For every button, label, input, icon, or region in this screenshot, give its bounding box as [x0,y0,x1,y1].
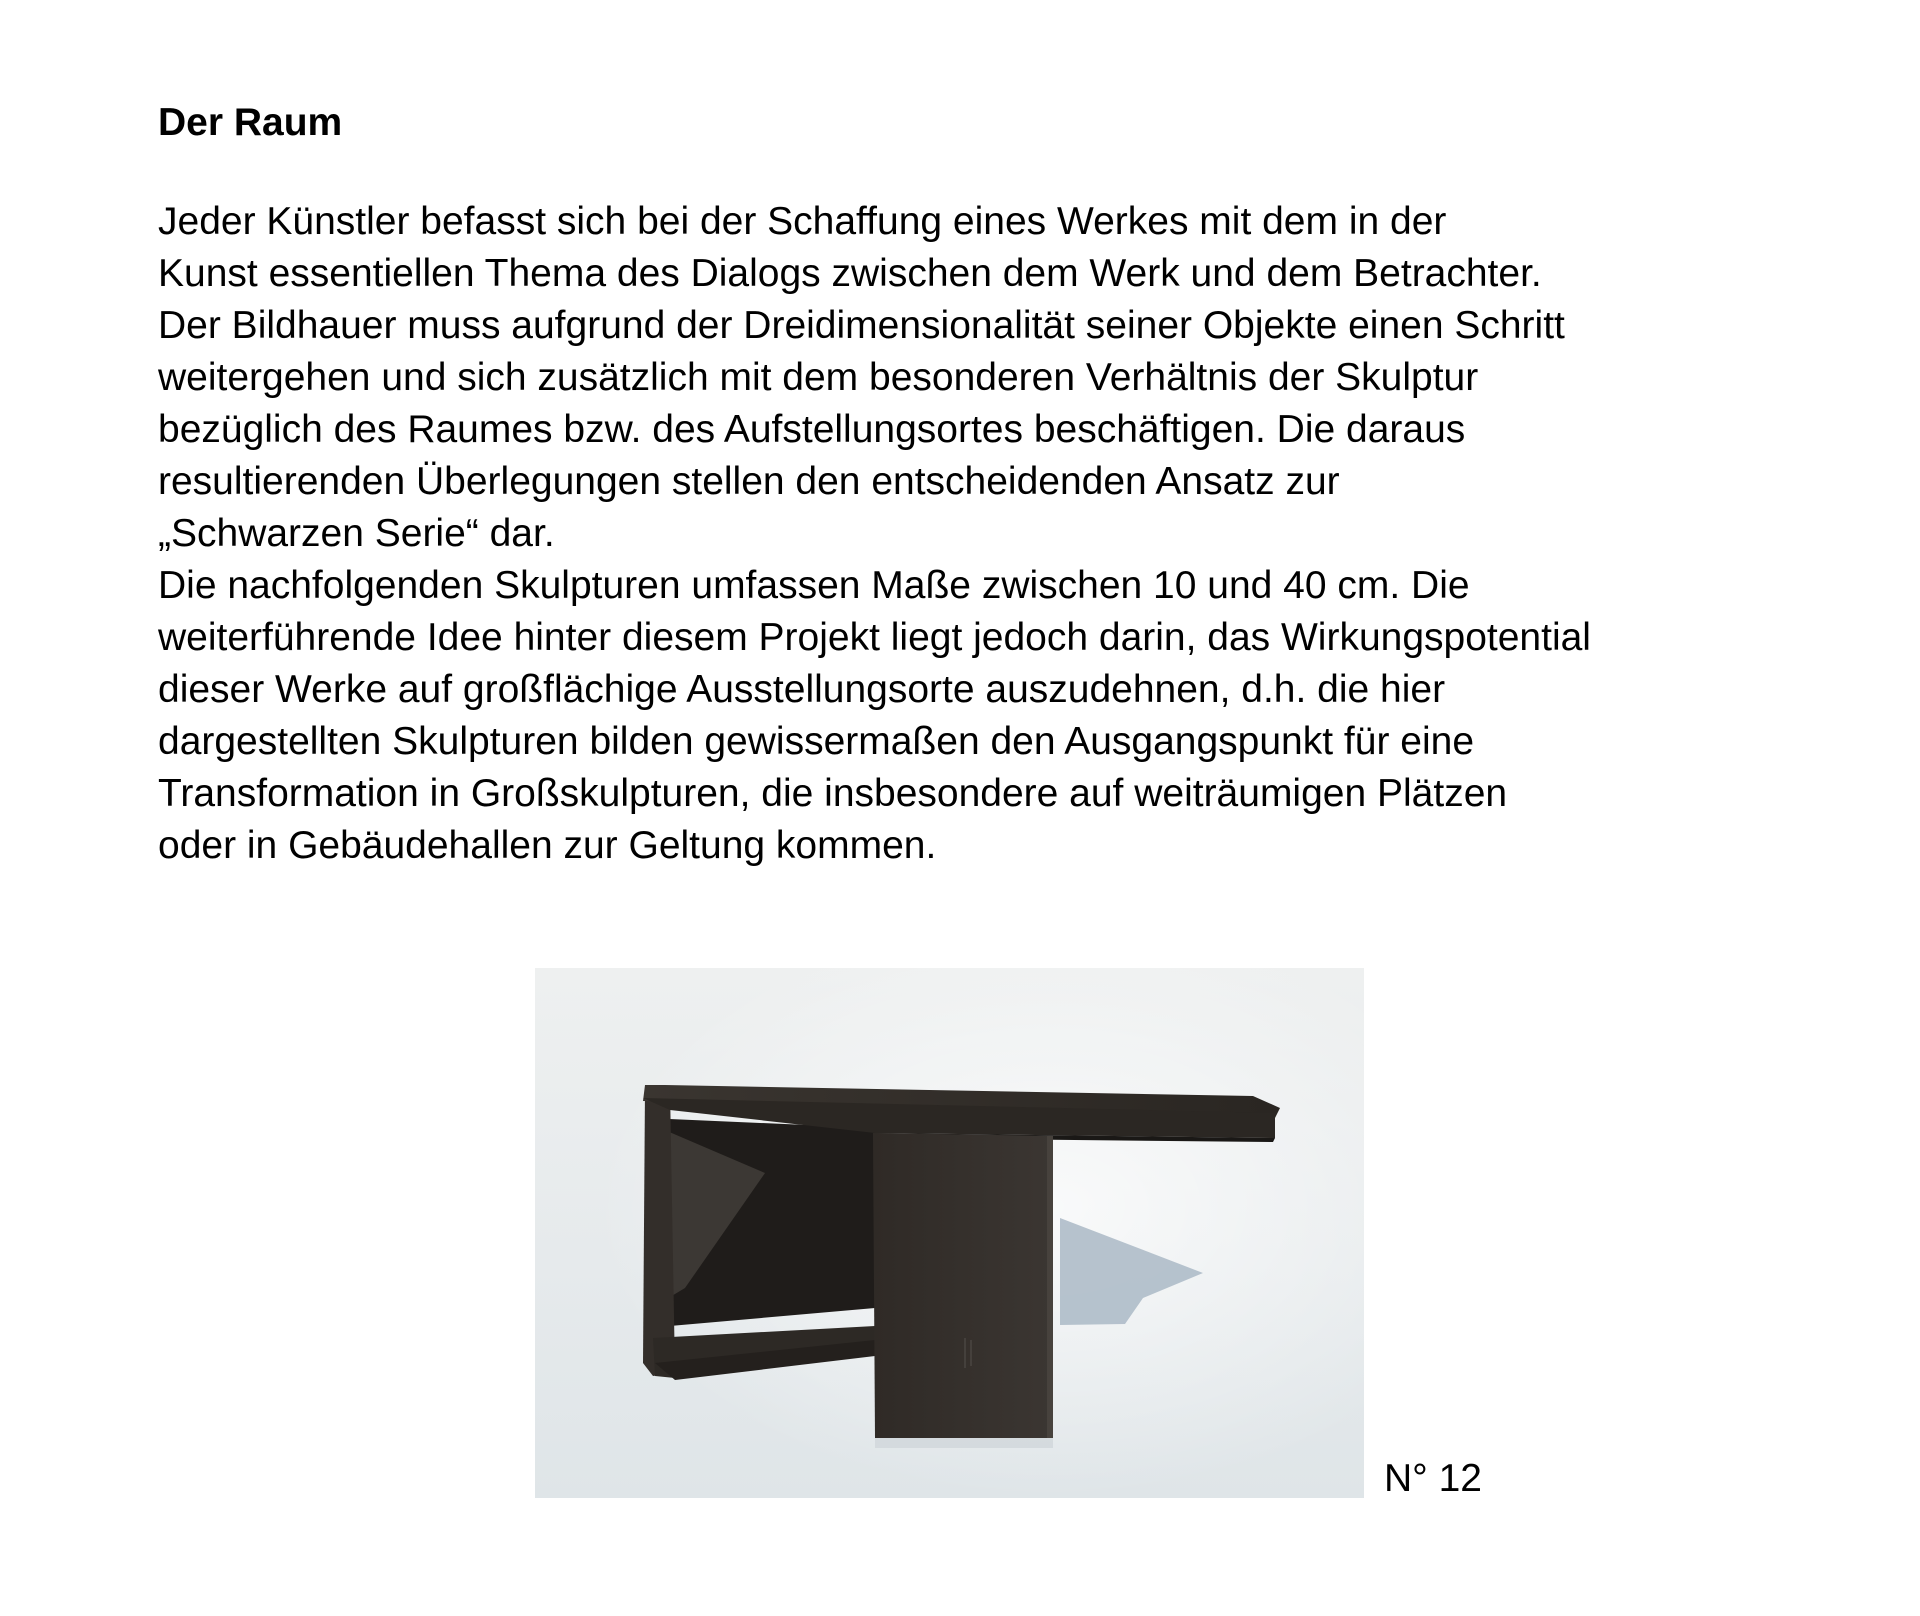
body-paragraph [158,196,1858,872]
paragraph-line: Transformation in Großskulpturen, die insbesondere auf weiträumigen Plätzen [158,772,1508,815]
paragraph-line: resultierenden Überlegungen stellen den entscheidenden Ansatz zur [158,460,1340,503]
paragraph-line: bezüglich des Raumes bzw. des Aufstellungsortes beschäftigen. Die daraus [158,408,1466,451]
paragraph-line: weiterführende Idee hinter diesem Projekt liegt jedoch darin, das Wirkungspotential [158,616,1591,659]
sculpture-photo [535,968,1364,1498]
paragraph-line: dieser Werke auf großflächige Ausstellungsorte auszudehnen, d.h. die hier [158,668,1446,711]
paragraph-line: Die nachfolgenden Skulpturen umfassen Maße zwischen 10 und 40 cm. Die [158,564,1470,607]
paragraph-line: oder in Gebäudehallen zur Geltung kommen. [158,824,937,867]
paragraph-line: Der Bildhauer muss aufgrund der Dreidimensionalität seiner Objekte einen Schritt [158,304,1565,347]
paragraph-line: dargestellten Skulpturen bilden gewissermaßen den Ausgangspunkt für eine [158,720,1475,763]
page-title: Der Raum [158,101,343,144]
figure-caption: N° 12 [1384,1457,1482,1500]
paragraph-line: Kunst essentiellen Thema des Dialogs zwischen dem Werk und dem Betrachter. [158,252,1542,295]
sculpture-illustration [535,968,1364,1498]
paragraph-line: weitergehen und sich zusätzlich mit dem besonderen Verhältnis der Skulptur [158,356,1479,399]
paragraph-line: „Schwarzen Serie“ dar. [158,512,555,555]
paragraph-line: Jeder Künstler befasst sich bei der Schaffung eines Werkes mit dem in der [158,200,1447,243]
